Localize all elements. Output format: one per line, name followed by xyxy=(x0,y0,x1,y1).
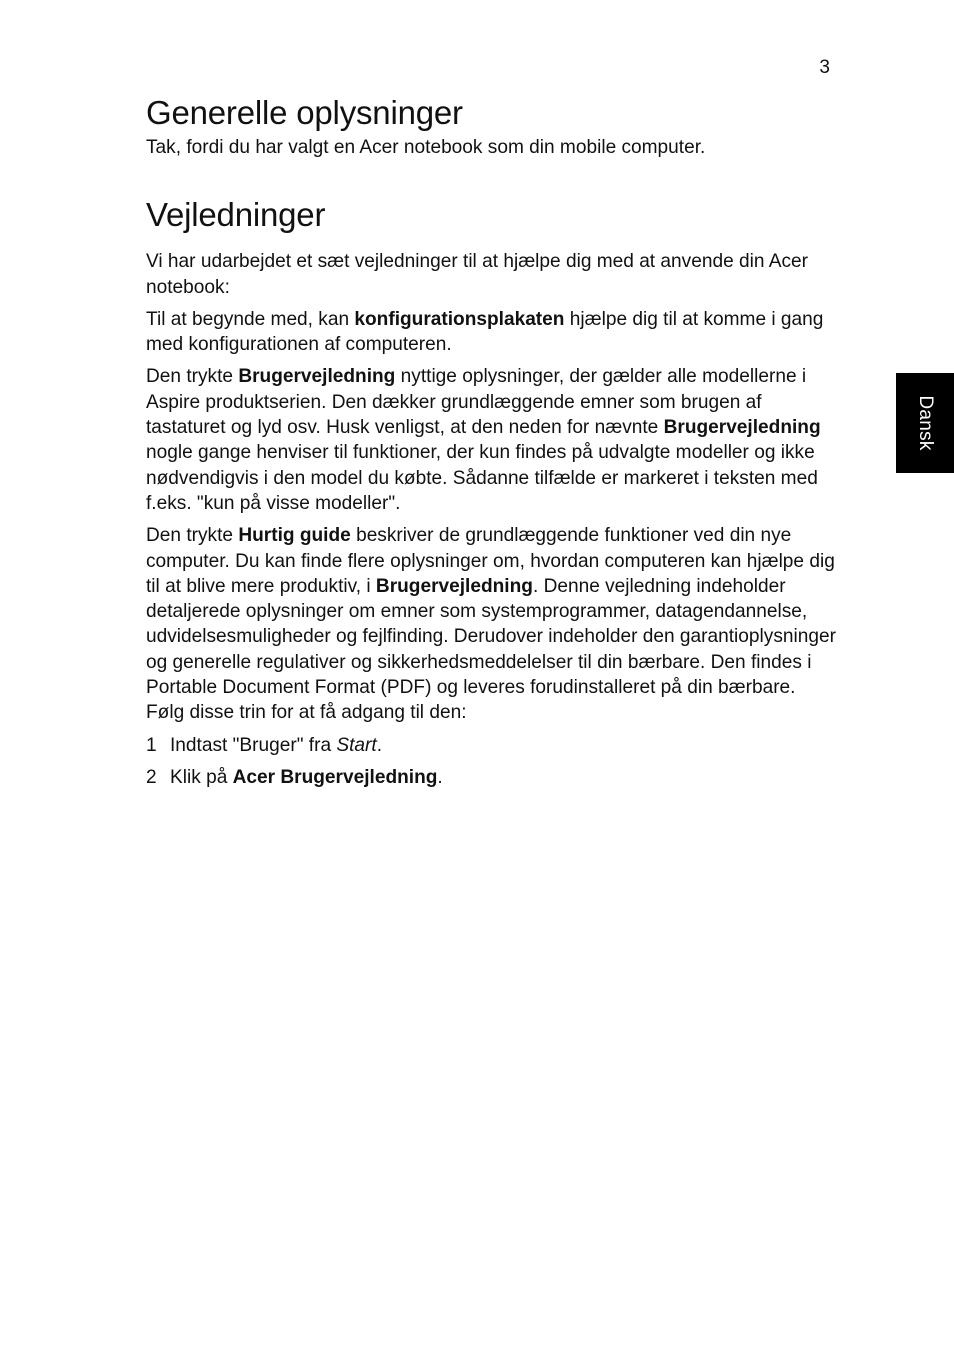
section-title-general: Generelle oplysninger xyxy=(146,94,463,131)
step-text xyxy=(170,765,443,790)
guides-paragraph-1: Vi har udarbejdet et sæt vejledninger til at hjælpe dig med at anvende din Acer notebook: xyxy=(146,251,808,298)
text-run: . xyxy=(437,766,443,788)
bold-term: Brugervejledning xyxy=(375,575,533,597)
text-run: Til at begynde med, kan xyxy=(146,308,355,330)
list-item xyxy=(146,733,836,758)
text-run: Den trykte xyxy=(146,366,239,388)
section-title-guides: Vejledninger xyxy=(146,196,326,234)
step-number: 2 xyxy=(146,766,157,788)
list-item xyxy=(146,765,836,790)
language-tab-label: Dansk xyxy=(915,395,936,451)
intro-paragraph: Tak, fordi du har valgt en Acer notebook som din mobile computer. xyxy=(146,137,706,158)
page-number: 3 xyxy=(819,57,830,78)
text-run: . xyxy=(376,734,383,756)
text-run: beskriver de grundlæggende funktioner ved din nye computer. Du kan finde flere oplysninger om, hvordan computeren kan hjælpe dig til at blive mere produktiv, i xyxy=(146,525,835,597)
page-content xyxy=(146,93,836,797)
step-number: 1 xyxy=(146,734,157,756)
bold-term: konfigurationsplakaten xyxy=(354,308,565,330)
guides-paragraph-2 xyxy=(146,307,836,358)
step-text xyxy=(170,733,382,758)
text-run: Indtast "Bruger" fra xyxy=(170,734,337,756)
steps-list xyxy=(146,733,836,791)
text-run: . Denne vejledning indeholder detaljerede oplysninger om emner som systemprogrammer, datagendannelse, udvidelsesmuligheder og fejlfinding. Derudover indeholder den garantioplysninger og generelle regulativer og sikkerhedsmeddelelser til din bærbare. Den findes i Portable Document Format (PDF) og leveres forudinstalleret på din bærbare. Følg disse trin for at få adgang til den: xyxy=(146,575,836,724)
text-run: nogle gange henviser til funktioner, der kun findes på udvalgte modeller og ikke nødvendigvis i den model du købte. Sådanne tilfælde er markeret i teksten med f.eks. "kun på visse modeller". xyxy=(146,442,818,514)
text-run: Den trykte xyxy=(146,525,239,547)
guides-paragraph-3 xyxy=(146,364,836,516)
text-run: nyttige oplysninger, der gælder alle modellerne i Aspire produktserien. Den dækker grundlæggende emner som brugen af tastaturet og lyd osv. Husk venligst, at den neden for nævnte xyxy=(146,366,807,439)
text-run: Klik på xyxy=(170,766,233,788)
text-run: hjælpe dig til at komme i gang med konfigurationen af computeren. xyxy=(146,308,824,356)
language-tab xyxy=(896,373,954,473)
bold-term: Brugervejledning xyxy=(663,417,821,439)
bold-term: Brugervejledning xyxy=(238,366,396,388)
bold-term: Acer Brugervejledning xyxy=(232,766,438,788)
italic-term: Start xyxy=(336,734,377,756)
guides-paragraph-4 xyxy=(146,523,836,725)
bold-term: Hurtig guide xyxy=(238,525,351,547)
